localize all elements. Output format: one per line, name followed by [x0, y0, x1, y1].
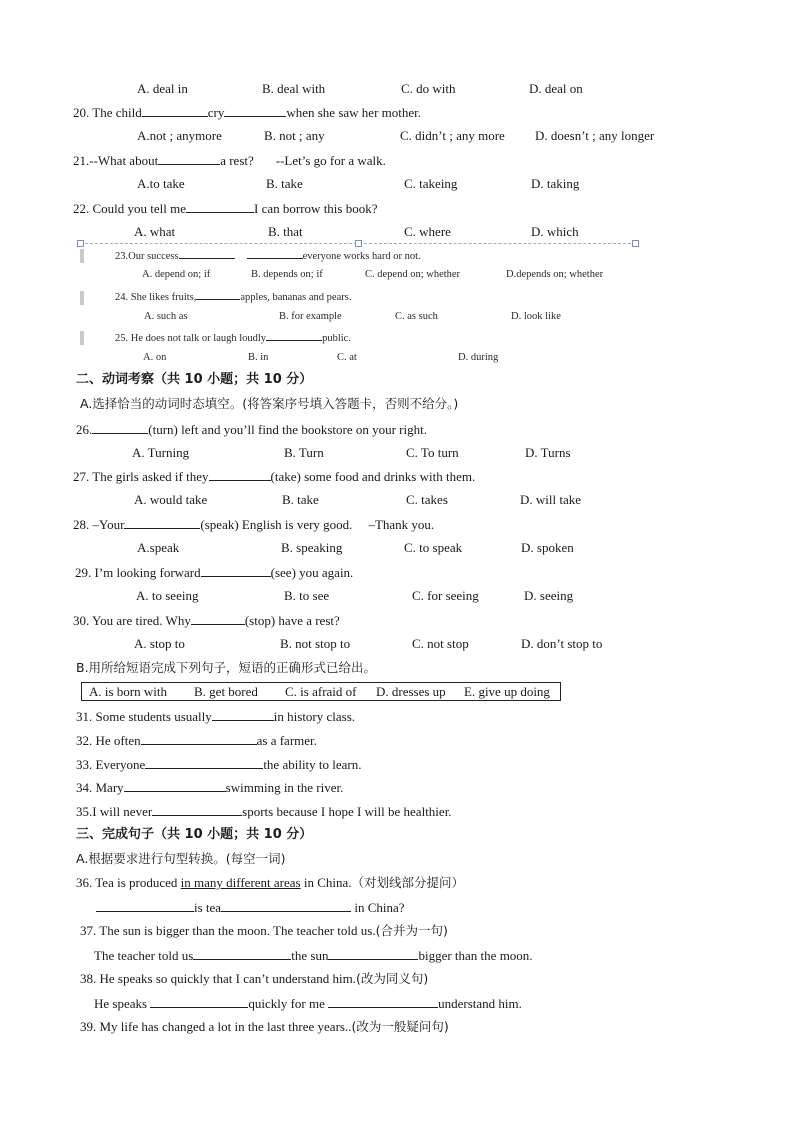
question-37-answer	[94, 947, 533, 964]
q20-option-a: A.not ; anymore	[137, 128, 222, 143]
q20-option-c: C. didn’t ; any more	[400, 128, 505, 143]
q30-blank[interactable]	[191, 612, 245, 625]
q22-option-b: B. that	[268, 224, 303, 239]
question-32	[76, 732, 317, 749]
question-24	[115, 289, 351, 304]
question-25	[115, 330, 351, 345]
q28-option-c: C. to speak	[404, 540, 463, 555]
margin-mark	[80, 291, 84, 305]
question-26	[76, 421, 427, 438]
q21-option-d: D. taking	[531, 176, 580, 191]
question-29	[75, 564, 353, 581]
q39-instruction: (改为一般疑问句)	[351, 1019, 449, 1034]
q28-text-b: (speak) English is very good.	[200, 517, 353, 532]
q37-answer-text-c: bigger than the moon.	[418, 948, 533, 963]
q33-text-a: 33. Everyone	[76, 757, 146, 772]
q30-text-a: 30. You are tired. Why	[73, 613, 191, 628]
q24-option-b: B. for example	[279, 311, 342, 322]
q25-option-c: C. at	[337, 352, 357, 363]
q38-answer-text-a: He speaks	[94, 996, 148, 1011]
q22-option-d: D. which	[531, 224, 579, 239]
q21-blank[interactable]	[158, 152, 220, 165]
q30-option-b: B. not stop to	[280, 636, 351, 651]
margin-mark	[80, 249, 84, 263]
q29-option-d: D. seeing	[524, 588, 574, 603]
q35-text-b: sports because I hope I will be healthier.	[242, 804, 452, 819]
q27-option-c: C. takes	[406, 492, 448, 507]
q24-option-d: D. look like	[511, 311, 561, 322]
q32-text-b: as a farmer.	[256, 733, 317, 748]
q20-blank-1[interactable]	[142, 104, 208, 117]
q36-text-b: in China.	[303, 875, 352, 890]
q29-option-c: C. for seeing	[412, 588, 479, 603]
q22-option-c: C. where	[404, 224, 451, 239]
q19-option-c: C. do with	[401, 81, 456, 96]
q27-option-d: D. will take	[520, 492, 582, 507]
q26-option-d: D. Turns	[525, 445, 571, 460]
q27-option-b: B. take	[282, 492, 319, 507]
q34-text-a: 34. Mary	[76, 780, 124, 795]
question-23	[115, 248, 421, 263]
section-2-part-b: B.用所给短语完成下列句子，短语的正确形式已给出。	[76, 660, 377, 675]
q26-option-a: A. Turning	[132, 445, 190, 460]
q22-text-a: 22. Could you tell me	[73, 201, 187, 216]
q24-text-b: apples, bananas and pears.	[240, 292, 352, 303]
margin-mark	[80, 331, 84, 345]
q29-option-b: B. to see	[284, 588, 330, 603]
q21-option-a: A.to take	[137, 176, 185, 191]
q22-option-a: A. what	[134, 224, 176, 239]
q34-text-b: swimming in the river.	[225, 780, 344, 795]
q32-blank[interactable]	[141, 732, 257, 745]
q27-blank[interactable]	[209, 468, 271, 481]
q30-option-a: A. stop to	[134, 636, 185, 651]
question-30	[73, 612, 340, 629]
q33-text-b: the ability to learn.	[263, 757, 362, 772]
q21-text-a: 21.--What about	[73, 153, 159, 168]
question-31	[76, 708, 355, 725]
section-2-part-a: A.选择恰当的动词时态填空。(将答案序号填入答题卡，否则不给分。)	[80, 396, 459, 411]
q33-blank[interactable]	[145, 756, 263, 769]
q27-option-a: A. would take	[134, 492, 208, 507]
question-37	[80, 923, 448, 939]
q30-option-d: D. don’t stop to	[521, 636, 603, 651]
phrase-box	[81, 682, 561, 701]
q21-text-c: --Let’s go for a walk.	[275, 153, 386, 168]
q37-answer-text-b: the sun	[291, 948, 329, 963]
q24-option-a: A. such as	[144, 311, 188, 322]
q23-blank-2[interactable]	[247, 248, 303, 259]
q26-text-b: (turn) left and you’ll find the bookstore on your right.	[148, 422, 427, 437]
q25-text-b: public.	[322, 333, 351, 344]
q28-text-a: 28. –Your	[73, 517, 125, 532]
section-2-title: 二、动词考察（共 10 小题；共 10 分）	[76, 372, 313, 387]
q26-text-a: 26.	[76, 422, 93, 437]
q26-blank[interactable]	[92, 421, 148, 434]
q23-option-b: B. depends on; if	[251, 269, 323, 280]
q23-text-a: 23.Our success	[115, 251, 179, 262]
q22-text-b: I can borrow this book?	[254, 201, 378, 216]
q39-text: 39. My life has changed a lot in the last three years..	[80, 1019, 352, 1034]
resize-handle-top-left[interactable]	[77, 240, 84, 247]
question-39	[80, 1019, 449, 1035]
q30-text-b: (stop) have a rest?	[244, 613, 340, 628]
question-27	[73, 468, 475, 485]
q35-blank[interactable]	[152, 803, 242, 816]
question-38-answer	[94, 995, 522, 1012]
q23-blank-1[interactable]	[179, 248, 235, 259]
question-35	[76, 803, 452, 820]
resize-handle-top-right[interactable]	[632, 240, 639, 247]
q37-text: 37. The sun is bigger than the moon. The teacher told us.	[80, 923, 376, 938]
q28-blank[interactable]	[124, 516, 200, 529]
question-20	[73, 104, 421, 121]
q36-answer-text-a: is tea	[194, 900, 222, 915]
q24-blank[interactable]	[196, 289, 240, 300]
q23-option-d: D.depends on; whether	[506, 269, 604, 280]
q29-text-a: 29. I’m looking forward	[75, 565, 201, 580]
question-28	[73, 516, 434, 533]
q21-option-b: B. take	[266, 176, 303, 191]
q29-text-b: (see) you again.	[270, 565, 354, 580]
q25-blank[interactable]	[266, 330, 322, 341]
q20-text-a: 20. The child	[73, 105, 142, 120]
q37-blank-1[interactable]	[193, 947, 291, 960]
q28-option-b: B. speaking	[281, 540, 343, 555]
q38-answer-text-b: quickly for me	[248, 996, 325, 1011]
q24-option-c: C. as such	[395, 311, 438, 322]
q38-blank-2[interactable]	[328, 995, 438, 1008]
question-36	[76, 875, 464, 891]
q38-blank-1[interactable]	[150, 995, 248, 1008]
question-22	[73, 200, 378, 217]
q22-blank[interactable]	[186, 200, 254, 213]
q20-text-c: when she saw her mother.	[286, 105, 422, 120]
q25-option-a: A. on	[143, 352, 167, 363]
q19-option-a: A. deal in	[137, 81, 188, 96]
q36-text-a: 36. Tea is produced	[76, 875, 178, 890]
phrase-e: E. give up doing	[464, 684, 550, 699]
question-33	[76, 756, 362, 773]
q28-option-a: A.speak	[137, 540, 180, 555]
q35-text-a: 35.I will never	[76, 804, 153, 819]
q23-option-c: C. depend on; whether	[365, 269, 461, 280]
q19-option-d: D. deal on	[529, 81, 583, 96]
q20-blank-2[interactable]	[224, 104, 286, 117]
q26-option-b: B. Turn	[284, 445, 324, 460]
phrase-a: A. is born with	[89, 684, 167, 699]
q38-instruction: (改为同义句)	[355, 971, 429, 986]
q21-option-c: C. takeing	[404, 176, 458, 191]
phrase-d: D. dresses up	[376, 684, 446, 699]
phrase-b: B. get bored	[194, 684, 258, 699]
q25-option-d: D. during	[458, 352, 499, 363]
q27-text-a: 27. The girls asked if they	[73, 469, 209, 484]
question-38	[80, 971, 428, 987]
q20-text-b: cry	[207, 105, 225, 120]
q36-blank-2[interactable]	[221, 899, 351, 912]
section-3-part-a: A.根据要求进行句型转换。(每空一词)	[76, 851, 286, 866]
q25-option-b: B. in	[248, 352, 269, 363]
q38-answer-text-c: understand him.	[438, 996, 522, 1011]
q36-instruction: （对划线部分提问）	[351, 875, 465, 890]
q28-option-d: D. spoken	[521, 540, 574, 555]
q34-blank[interactable]	[124, 779, 226, 792]
q25-text-a: 25. He does not talk or laugh loudly	[115, 333, 267, 344]
phrase-c: C. is afraid of	[285, 684, 357, 699]
q31-text-a: 31. Some students usually	[76, 709, 212, 724]
pasted-question-block[interactable]	[80, 243, 636, 365]
q36-answer-text-b: in China?	[354, 900, 405, 915]
q19-option-b: B. deal with	[262, 81, 326, 96]
q23-option-a: A. depend on; if	[142, 269, 211, 280]
q32-text-a: 32. He often	[76, 733, 141, 748]
q21-text-b: a rest?	[220, 153, 254, 168]
q31-text-b: in history class.	[273, 709, 356, 724]
q37-answer-text-a: The teacher told us	[94, 948, 194, 963]
q20-option-b: B. not ; any	[264, 128, 325, 143]
q30-option-c: C. not stop	[412, 636, 469, 651]
q38-text: 38. He speaks so quickly that I can’t understand him.	[80, 971, 356, 986]
section-3-title: 三、完成句子（共 10 小题；共 10 分）	[76, 827, 313, 842]
q36-blank-1[interactable]	[96, 899, 194, 912]
q27-text-b: (take) some food and drinks with them.	[270, 469, 476, 484]
q29-option-a: A. to seeing	[136, 588, 199, 603]
q26-option-c: C. To turn	[406, 445, 459, 460]
question-36-answer	[96, 899, 405, 916]
q24-text-a: 24. She likes fruits,	[115, 292, 197, 303]
q36-underlined-part: in many different areas	[180, 875, 301, 890]
q29-blank[interactable]	[201, 564, 271, 577]
question-21	[73, 152, 386, 169]
question-34	[76, 779, 343, 796]
q31-blank[interactable]	[212, 708, 274, 721]
q23-text-b: everyone works hard or not.	[302, 251, 421, 262]
q37-blank-2[interactable]	[328, 947, 418, 960]
q37-instruction: (合并为一句)	[375, 923, 448, 938]
q28-text-c: –Thank you.	[368, 517, 435, 532]
resize-handle-top-mid[interactable]	[355, 240, 362, 247]
q20-option-d: D. doesn’t ; any longer	[535, 128, 655, 143]
